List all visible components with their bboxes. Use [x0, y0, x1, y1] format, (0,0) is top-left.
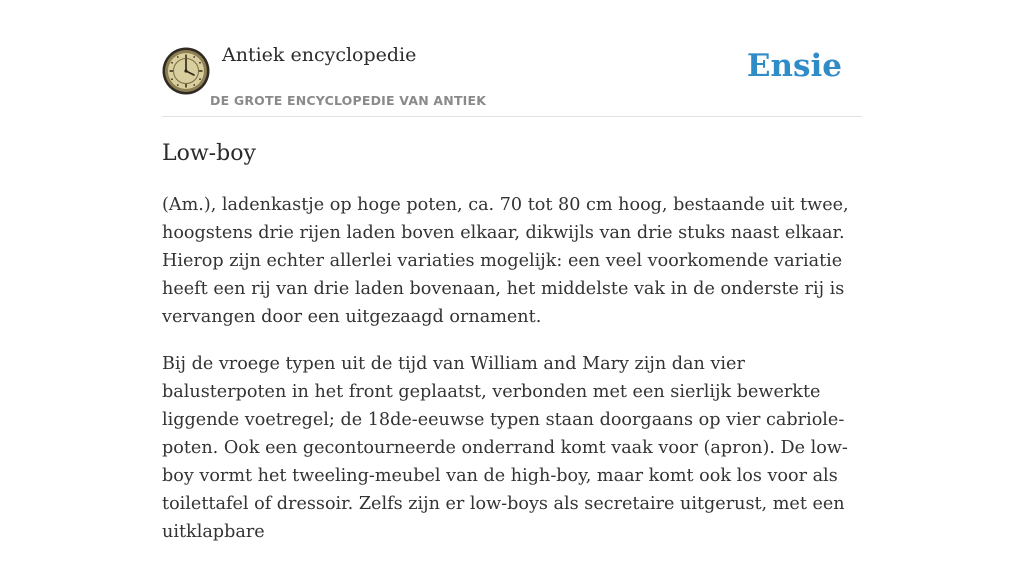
site-subtitle: DE GROTE ENCYCLOPEDIE VAN ANTIEK	[210, 93, 487, 108]
article-paragraph: Bij de vroege typen uit de tijd van William and Mary zijn dan vier balusterpoten in het front geplaatst, verbonden met een sierlijk bewerkte liggende voetregel; de 18de-eeuwse typen staan doorgaans op vier cabriole-poten. Ook een gecontourneerde onderrand komt vaak voor (apron). De low-boy vormt het tweeling-meubel van de high-boy, maar komt ook los voor als toilettafel of dressoir. Zelfs zijn er low-boys als secretaire uitgerust, met een uitklapbare	[162, 354, 848, 542]
site-title-link[interactable]: Antiek encyclopedie	[222, 44, 417, 66]
clock-icon[interactable]	[162, 47, 210, 95]
site-header	[162, 0, 862, 117]
article	[162, 139, 866, 565]
article-body	[162, 191, 866, 546]
ensie-brand-link[interactable]: Ensie	[746, 48, 842, 84]
article-paragraph: (Am.), ladenkastje op hoge poten, ca. 70 tot 80 cm hoog, bestaande uit twee, hoogstens drie rijen laden boven elkaar, dikwijls van drie stuks naast elkaar. Hierop zijn echter allerlei variaties mogelijk: een veel voorkomende variatie heeft een rij van drie laden bovenaan, het middelste vak in de onderste rij is vervangen door een uitgezaagd ornament.	[162, 195, 849, 327]
article-title: Low-boy	[162, 141, 256, 166]
